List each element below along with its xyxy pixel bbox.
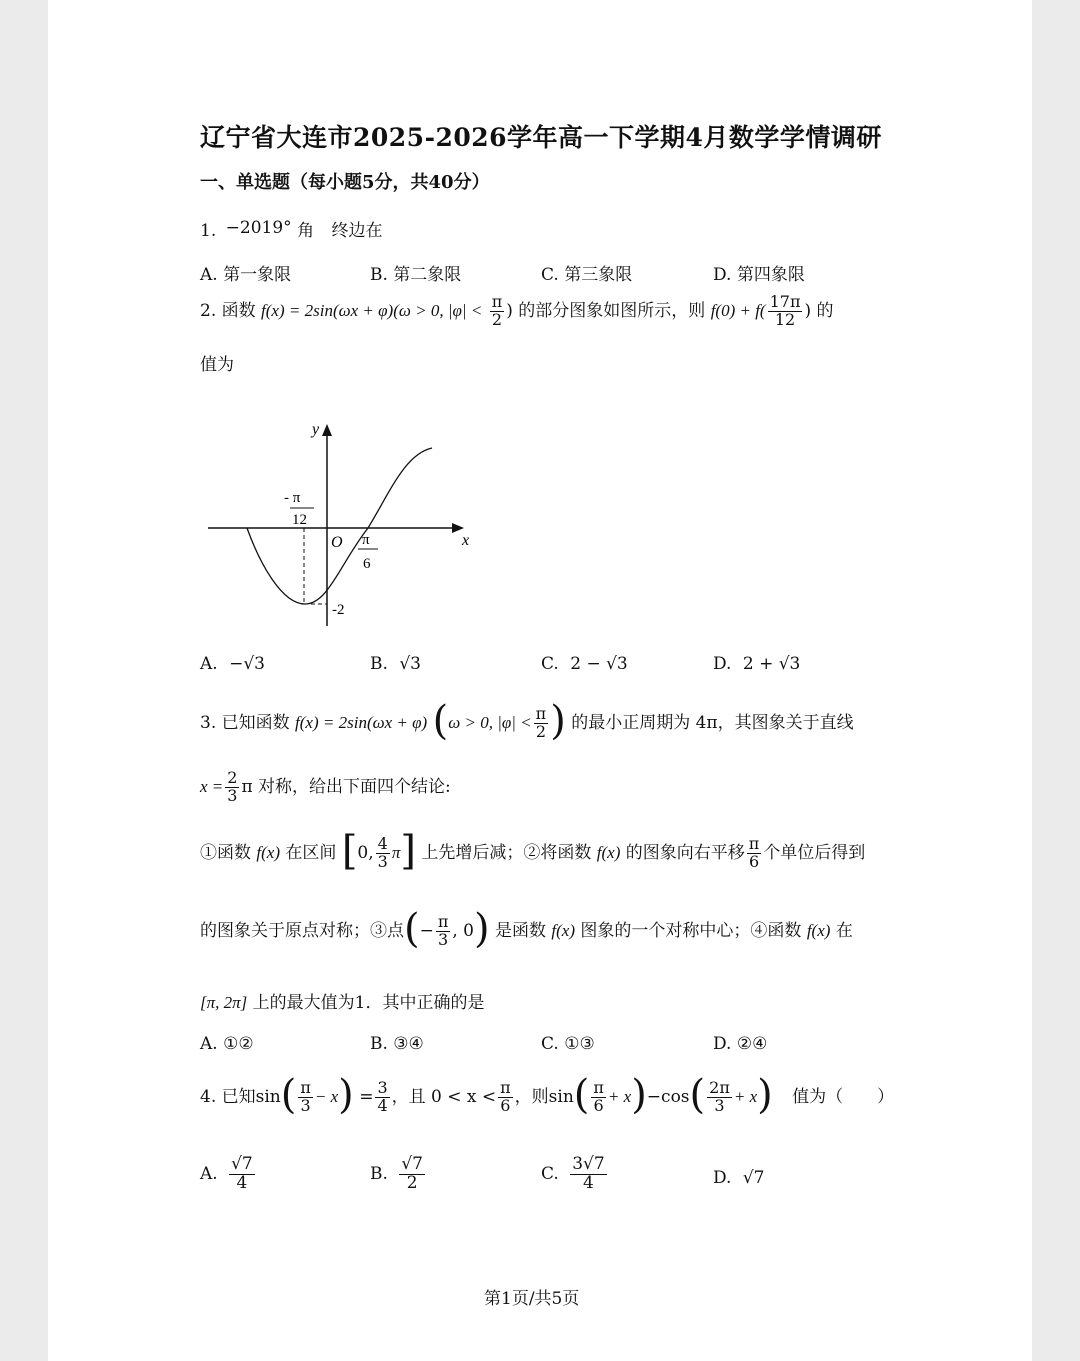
q4-option-b-num: √7 [401,1154,423,1174]
q3-line-3 [200,827,866,874]
q3-pt-num: π [437,912,449,931]
q4-c-fraction [498,1080,513,1115]
q2-option-a [200,654,265,674]
sine-curve [247,448,432,604]
question-2 [200,294,834,329]
q3-line5-interval: [π, 2π] [200,993,248,1012]
q3-line3-b: 在区间 [285,842,337,863]
origin-label: O [331,534,343,551]
document-page [48,0,1032,1361]
q4-number: 4. [200,1086,217,1107]
q4-option-a-fraction [229,1156,255,1193]
q3-int-den: 3 [377,851,388,871]
min-value-label: -2 [332,602,345,618]
q2-arg-den: 12 [774,309,796,329]
q4-a-num: π [300,1078,311,1097]
q3-condition: ω > 0, |φ| < [448,712,532,732]
q4-option-a [200,1156,257,1193]
document-title: 辽宁省大连市2025-2026学年高一下学期4月数学学情调研 [200,123,882,152]
q1-option-b: B. 第二象限 [370,265,462,285]
q4-b-num: π [593,1078,604,1097]
q3-int-left-bracket: [ [341,827,358,874]
page-footer: 第1页/共5页 [484,1289,580,1309]
q3-shift-num: π [748,834,760,853]
q1-text-b: 终边在 [331,221,383,241]
q2-pre: 函数 [221,300,256,321]
q4-option-a-num: √7 [231,1154,253,1174]
q3-line3-fx: f(x) [256,842,280,862]
q4-sin1: sin [255,1086,281,1107]
q3-line2-post: π 对称，给出下面四个结论: [241,776,451,797]
q3-post1: 的最小正周期为 4π，其图象关于直线 [571,712,854,733]
q4-eq: = [359,1086,374,1107]
q2-graph [200,414,490,634]
q1-text-a: 角 [297,221,315,241]
q3-pt-pre: − [419,920,434,941]
q4-option-c [541,1156,609,1193]
q4-option-a-den: 4 [236,1172,248,1193]
q1-angle: −2019° [225,218,292,238]
q3-pt-fraction [436,914,451,949]
q3-pt-left-paren: ( [404,905,420,952]
q3-line3-c: 上先增后减；②将函数 [421,842,592,863]
q4-c-den: 6 [500,1095,511,1115]
q3-cond-num: π [535,704,547,723]
tick-neg-pi12-den: 12 [292,512,307,528]
q2-option-d-value: 2 + √3 [742,654,801,674]
q4-cos: cos [661,1086,690,1107]
q3-int-post: π [391,842,401,862]
q2-option-c-value: 2 − √3 [570,654,628,674]
q2-cond-den: 2 [491,309,503,329]
q3-line-2 [200,770,451,805]
q2-option-d [713,654,800,674]
q3-line-4 [200,905,853,952]
q3-pre: 已知函数 [221,712,290,733]
q2-post: ) 的 [804,300,834,321]
q4-sin2: sin [548,1086,574,1107]
q4-lp3: ( [689,1071,706,1118]
q3-line4-a: 的图象关于原点对称；③点 [200,920,404,941]
q3-option-b: B. ③④ [370,1034,424,1054]
q4-v-den: 4 [377,1095,388,1115]
q3-int-fraction [376,836,390,871]
q3-line2-fraction [225,770,239,805]
q2-option-a-value: −√3 [229,654,265,674]
q4-v-fraction [375,1080,389,1115]
q4-option-a-letter: A. [200,1163,218,1184]
q2-mid: ) 的部分图象如图所示，则 [506,300,706,321]
q4-tail: 值为（ ） [792,1086,895,1107]
q4-d-den: 3 [714,1095,725,1115]
q3-option-d: D. ②④ [713,1034,768,1054]
question-1 [200,216,382,241]
q4-option-c-den: 4 [583,1172,594,1193]
q4-lp1: ( [280,1071,297,1118]
q2-cond-num: π [491,292,503,311]
q2-expression: f(0) + f( [710,300,766,320]
q4-option-b-letter: B. [370,1163,388,1184]
q2-option-c-letter: C. [541,654,559,674]
q3-int-pre: 0, [357,842,374,863]
q4-b-post: + x [607,1086,632,1106]
q2-option-b-value: √3 [399,654,421,674]
q2-cond-fraction [490,294,505,329]
q4-option-d-value: √7 [742,1168,765,1188]
q3-int-num: 4 [377,834,388,853]
q4-option-c-letter: C. [541,1163,559,1184]
q3-line4-c: 图象的一个对称中心；④函数 [580,920,802,941]
q1-option-d: D. 第四象限 [713,265,805,285]
q4-rp3: ) [757,1071,773,1118]
q2-line-2: 值为 [200,355,234,375]
q4-option-c-fraction [570,1156,606,1193]
q3-function: f(x) = 2sin(ωx + φ) [295,712,428,732]
q4-a-post: − x [314,1086,339,1106]
q4-rp2: ) [631,1071,647,1118]
q3-line3-e: 个单位后得到 [763,842,866,863]
q4-then: ，则 [514,1086,549,1107]
y-axis-arrow [322,424,332,436]
q3-line4-b: 是函数 [495,920,547,941]
q4-c-num: π [500,1078,511,1097]
y-axis-label: y [312,421,320,438]
q3-line5-text: 上的最大值为1．其中正确的是 [252,993,485,1013]
tick-pi6-den: 6 [363,556,371,572]
q4-a-fraction [298,1080,313,1115]
q1-option-a: A. 第一象限 [200,265,292,285]
q3-line2-num: 2 [227,768,238,787]
q4-option-b-den: 2 [406,1172,418,1193]
q3-line3-d: 的图象向右平移 [625,842,745,863]
q4-d-num: 2π [709,1078,730,1097]
q4-d-post: + x [733,1086,758,1106]
q2-option-a-letter: A. [200,654,218,674]
q2-option-b [370,654,421,674]
q2-arg-fraction [768,294,803,329]
q2-option-d-letter: D. [713,654,732,674]
q3-line2-pre: x = [200,776,224,796]
q4-a-den: 3 [300,1095,311,1115]
q4-option-b [370,1156,427,1193]
q4-d-fraction [707,1080,732,1115]
x-axis-label: x [462,532,470,549]
q3-line2-den: 3 [227,785,238,805]
q1-number: 1. [200,221,217,241]
q4-option-b-fraction [399,1156,425,1193]
q3-line3-fx2: f(x) [596,842,621,862]
q2-function: f(x) = 2sin(ωx + φ)(ω > 0, |φ| < [261,300,483,320]
q4-option-c-num: 3√7 [572,1154,605,1174]
q2-arg-num: 17π [769,292,801,311]
q4-v-num: 3 [377,1078,388,1097]
q3-shift-fraction [747,836,762,871]
q3-cond-fraction [534,706,549,741]
q3-pt-den: 3 [438,929,449,949]
q2-number: 2. [200,300,217,321]
q2-option-c [541,654,628,674]
q3-line3-a: ①函数 [200,842,251,863]
tick-pi6-num: π [362,532,370,548]
q3-option-a: A. ①② [200,1034,254,1054]
q3-pt-post: , 0 [452,920,474,941]
q3-line4-d: 在 [835,920,853,941]
q3-right-paren: ) [550,697,566,744]
q4-option-d [713,1168,765,1188]
q4-lp2: ( [573,1071,590,1118]
section-heading: 一、单选题（每小题5分，共40分） [200,172,490,193]
q3-int-right-bracket: ] [400,827,416,874]
q3-left-paren: ( [432,697,449,744]
question-4 [200,1071,895,1118]
q3-number: 3. [200,712,217,733]
q3-pt-right-paren: ) [474,905,490,952]
tick-neg-pi12-num: - π [284,490,301,506]
q3-option-c: C. ①③ [541,1034,595,1054]
q3-line4-fx: f(x) [551,920,576,940]
q3-line-5 [200,988,485,1013]
q3-shift-den: 6 [748,851,760,871]
q3-line4-fx2: f(x) [806,920,831,940]
q1-option-c: C. 第三象限 [541,265,633,285]
question-3 [200,697,854,744]
q4-b-den: 6 [593,1095,604,1115]
q4-b-fraction [591,1080,606,1115]
q4-option-d-letter: D. [713,1168,732,1188]
q2-option-b-letter: B. [370,654,388,674]
q4-pre: 已知 [221,1086,256,1107]
q4-rp1: ) [338,1071,354,1118]
q3-cond-den: 2 [535,721,547,741]
q4-minus: − [646,1086,662,1107]
q4-cond: ，且 0 < x < [391,1086,497,1107]
